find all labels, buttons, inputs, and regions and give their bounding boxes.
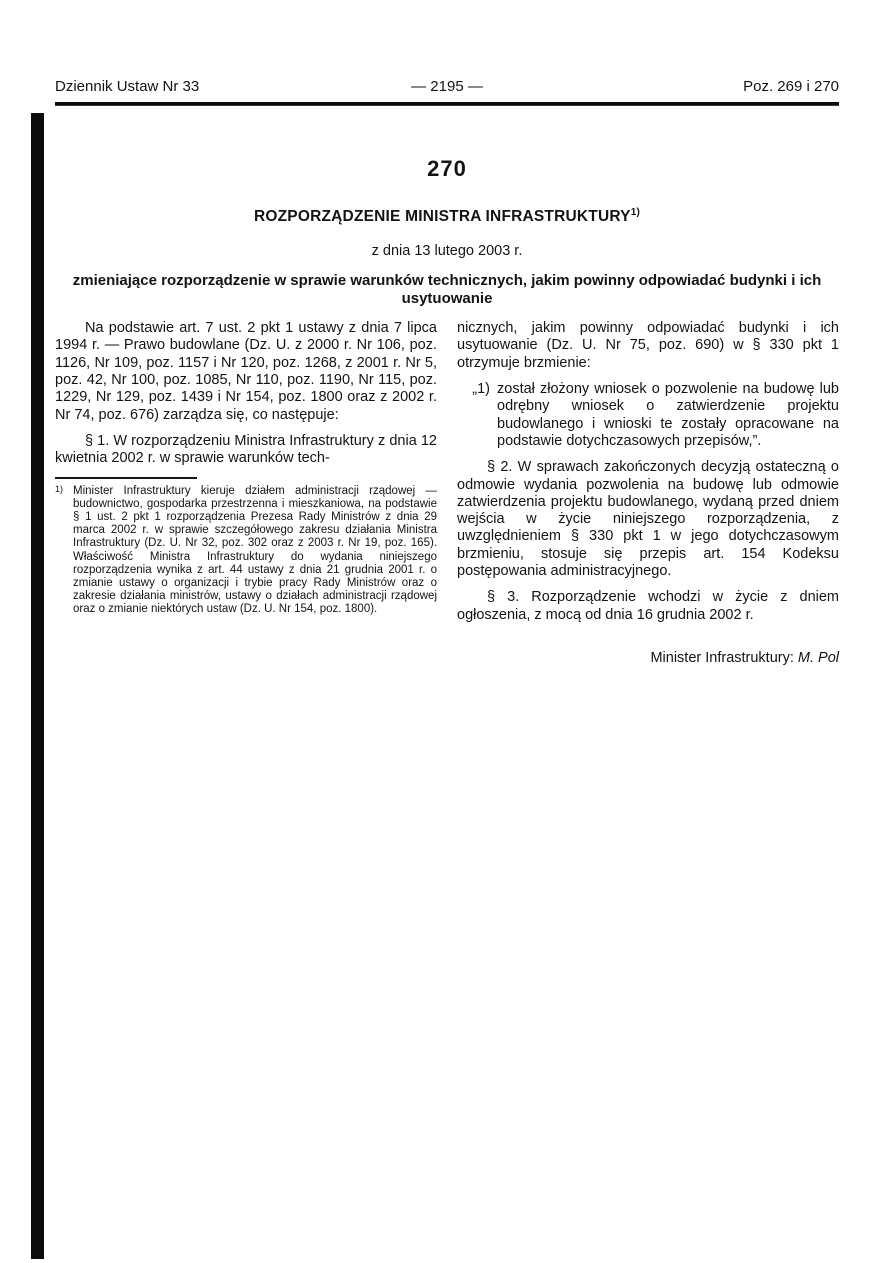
paragraph-par3: § 3. Rozporządzenie wchodzi w życie z dniem ogłoszenia, z mocą od dnia 16 grudnia 2002 r.	[457, 589, 839, 623]
journal-title: Dziennik Ustaw Nr 33	[55, 78, 200, 95]
footnote-ref: 1)	[55, 483, 64, 494]
act-date: z dnia 13 lutego 2003 r.	[371, 243, 523, 260]
act-number: 270	[427, 156, 467, 181]
quoted-point-1	[457, 381, 839, 450]
footnote-text: Minister Infrastruktury kieruje działem administracji rządowej — budownictwo, gospodarka przestrzenna i mieszkaniowa, na podstawie § 1 ust. 2 pkt 1 rozporządzenia Prezesa Rady Ministrów z dnia 29 marca 2002 r. w sprawie szczegółowego zakresu działania Ministra Infrastruktury (Dz. U. Nr 32, poz. 302 oraz z 2003 r. Nr 19, poz. 165). Właściwość Ministra Infrastruktury do wydania niniejszego rozporządzenia wynika z art. 44 ustawy z dnia 21 grudnia 2001 r. o zmianie ustawy o organizacji i trybie pracy Rady Ministrów oraz o zakresie działania ministrów, ustawy o działach administracji rządowej oraz o zmianie niektórych ustaw (Dz. U. Nr 154, poz. 1800).	[73, 484, 437, 616]
paragraph-continuation: nicznych, jakim powinny odpowiadać budynki i ich usytuowanie (Dz. U. Nr 75, poz. 690) w § 330 pkt 1 otrzymuje brzmienie:	[457, 320, 839, 371]
act-title	[55, 207, 839, 226]
position-number: Poz. 269 i 270	[743, 78, 839, 95]
signature-line	[457, 650, 839, 667]
left-column	[55, 320, 437, 667]
footnote-body	[55, 485, 437, 617]
paragraph-par2: § 2. W sprawach zakończonych decyzją ostateczną o odmowie wydania pozwolenia na budowę lub odmowie zatwierdzenia projektu budowlanego, wydaną przed dniem wejścia w życie niniejszego rozporządzenia, z uwzględnieniem § 330 pkt 1 w jego dotychczasowym brzmieniu, stosuje się przepis art. 154 Kodeksu postępowania administracyjnego.	[457, 459, 839, 580]
scan-edge-artifact-bar	[31, 113, 44, 1259]
page-number: — 2195 —	[411, 78, 483, 95]
act-title-footnote-ref: 1)	[630, 207, 640, 218]
signature-label: Minister Infrastruktury:	[650, 649, 798, 666]
two-column-body	[55, 320, 839, 667]
footnote	[55, 477, 437, 617]
quoted-point-text: został złożony wniosek o pozwolenie na budowę lub odrębny wniosek o zatwierdzenie projektu budowlanego i wnioski te zostały opracowane na podstawie dotychczasowych przepisów,”.	[497, 381, 839, 449]
header-rule	[55, 102, 839, 106]
page-content	[55, 78, 839, 667]
paragraph-par1: § 1. W rozporządzeniu Ministra Infrastruktury z dnia 12 kwietnia 2002 r. w sprawie warunków tech-	[55, 432, 437, 467]
act-subject: zmieniające rozporządzenie w sprawie warunków technicznych, jakim powinny odpowiadać budynki i ich usytuowanie	[72, 272, 822, 307]
paragraph-legal-basis: Na podstawie art. 7 ust. 2 pkt 1 ustawy z dnia 7 lipca 1994 r. — Prawo budowlane (Dz. U. z 2000 r. Nr 106, poz. 1126, Nr 109, poz. 1157 i Nr 120, poz. 1268, z 2001 r. Nr 5, poz. 42, Nr 100, poz. 1085, Nr 110, poz. 1190, Nr 115, poz. 1229, Nr 129, poz. 1439 i Nr 154, poz. 1800 oraz z 2002 r. Nr 74, poz. 676) zarządza się, co następuje:	[55, 320, 437, 423]
right-column	[457, 320, 839, 667]
footnote-rule	[55, 477, 197, 479]
running-head	[55, 78, 839, 96]
signature-name: M. Pol	[797, 649, 839, 666]
quoted-point-marker: „1)	[472, 381, 490, 398]
act-title-text: ROZPORZĄDZENIE MINISTRA INFRASTRUKTURY	[253, 208, 631, 226]
